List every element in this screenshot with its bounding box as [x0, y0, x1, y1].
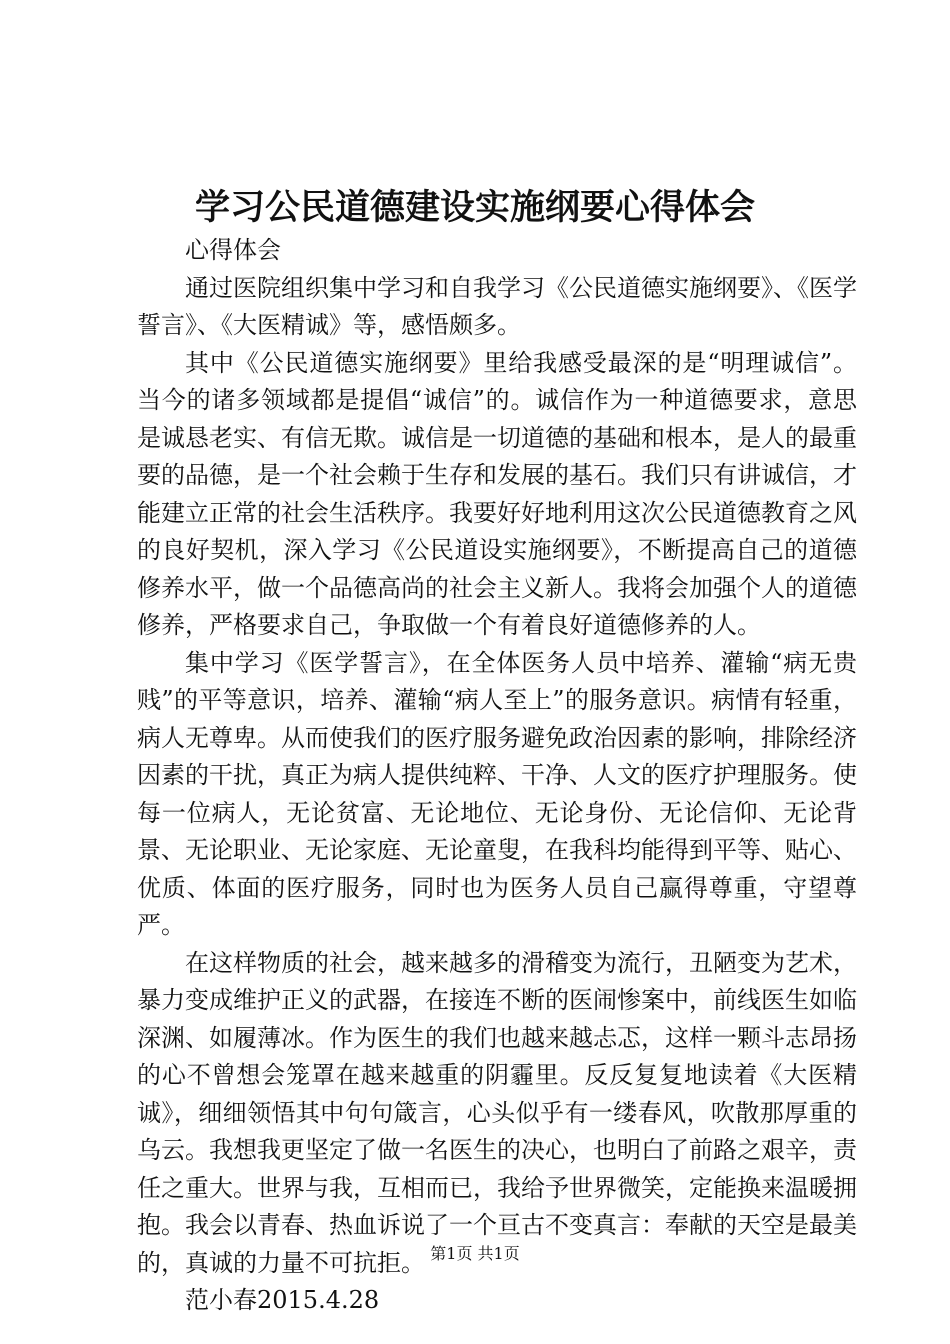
document-body	[137, 232, 857, 1320]
paragraph-outline: 其中《公民道德实施纲要》里给我感受最深的是“明理诚信”。当今的诸多领域都是提倡“诚信”的。诚信作为一种道德要求，意思是诚恳老实、有信无欺。诚信是一切道德的基础和根本，是人的最重要的品德，是一个社会赖于生存和发展的基石。我们只有讲诚信，才能建立正常的社会生活秩序。我要好好地利用这次公民道德教育之风的良好契机，深入学习《公民道设实施纲要》，不断提高自己的道德修养水平，做一个品德高尚的社会主义新人。我将会加强个人的道德修养，严格要求自己，争取做一个有着良好道德修养的人。	[137, 348, 857, 639]
paragraph-oath: 集中学习《医学誓言》，在全体医务人员中培养、灌输“病无贵贱”的平等意识，培养、灌输“病人至上”的服务意识。病情有轻重，病人无尊卑。从而使我们的医疗服务避免政治因素的影响，排除经济因素的干扰，真正为病人提供纯粹、干净、人文的医疗护理服务。使每一位病人，无论贫富、无论地位、无论身份、无论信仰、无论背景、无论职业、无论家庭、无论童叟，在我科均能得到平等、贴心、优质、体面的医疗服务，同时也为医务人员自己赢得尊重，守望尊严。	[137, 648, 857, 939]
paragraph-reflection: 在这样物质的社会，越来越多的滑稽变为流行，丑陋变为艺术，暴力变成维护正义的武器，在接连不断的医闹惨案中，前线医生如临深渊、如履薄冰。作为医生的我们也越来越忐忑，这样一颗斗志昂扬的心不曾想会笼罩在越来越重的阴霾里。反反复复地读着《大医精诚》，细细领悟其中句句箴言，心头似乎有一缕春风，吹散那厚重的乌云。我想我更坚定了做一名医生的决心，也明白了前路之艰辛，责任之重大。世界与我，互相而已，我给予世界微笑，定能换来温暖拥抱。我会以青春、热血诉说了一个亘古不变真言：奉献的天空是最美的，真诚的力量不可抗拒。	[137, 948, 857, 1277]
paragraph-signature: 范小春2015.4.28	[185, 1286, 380, 1314]
page-title: 学习公民道德建设实施纲要心得体会	[194, 188, 755, 228]
paragraph-intro: 通过医院组织集中学习和自我学习《公民道德实施纲要》、《医学誓言》、《大医精诚》等，感悟颇多。	[137, 273, 857, 339]
page-number-footer: 第1页 共1页	[430, 1244, 520, 1263]
paragraph-heading: 心得体会	[185, 236, 281, 264]
